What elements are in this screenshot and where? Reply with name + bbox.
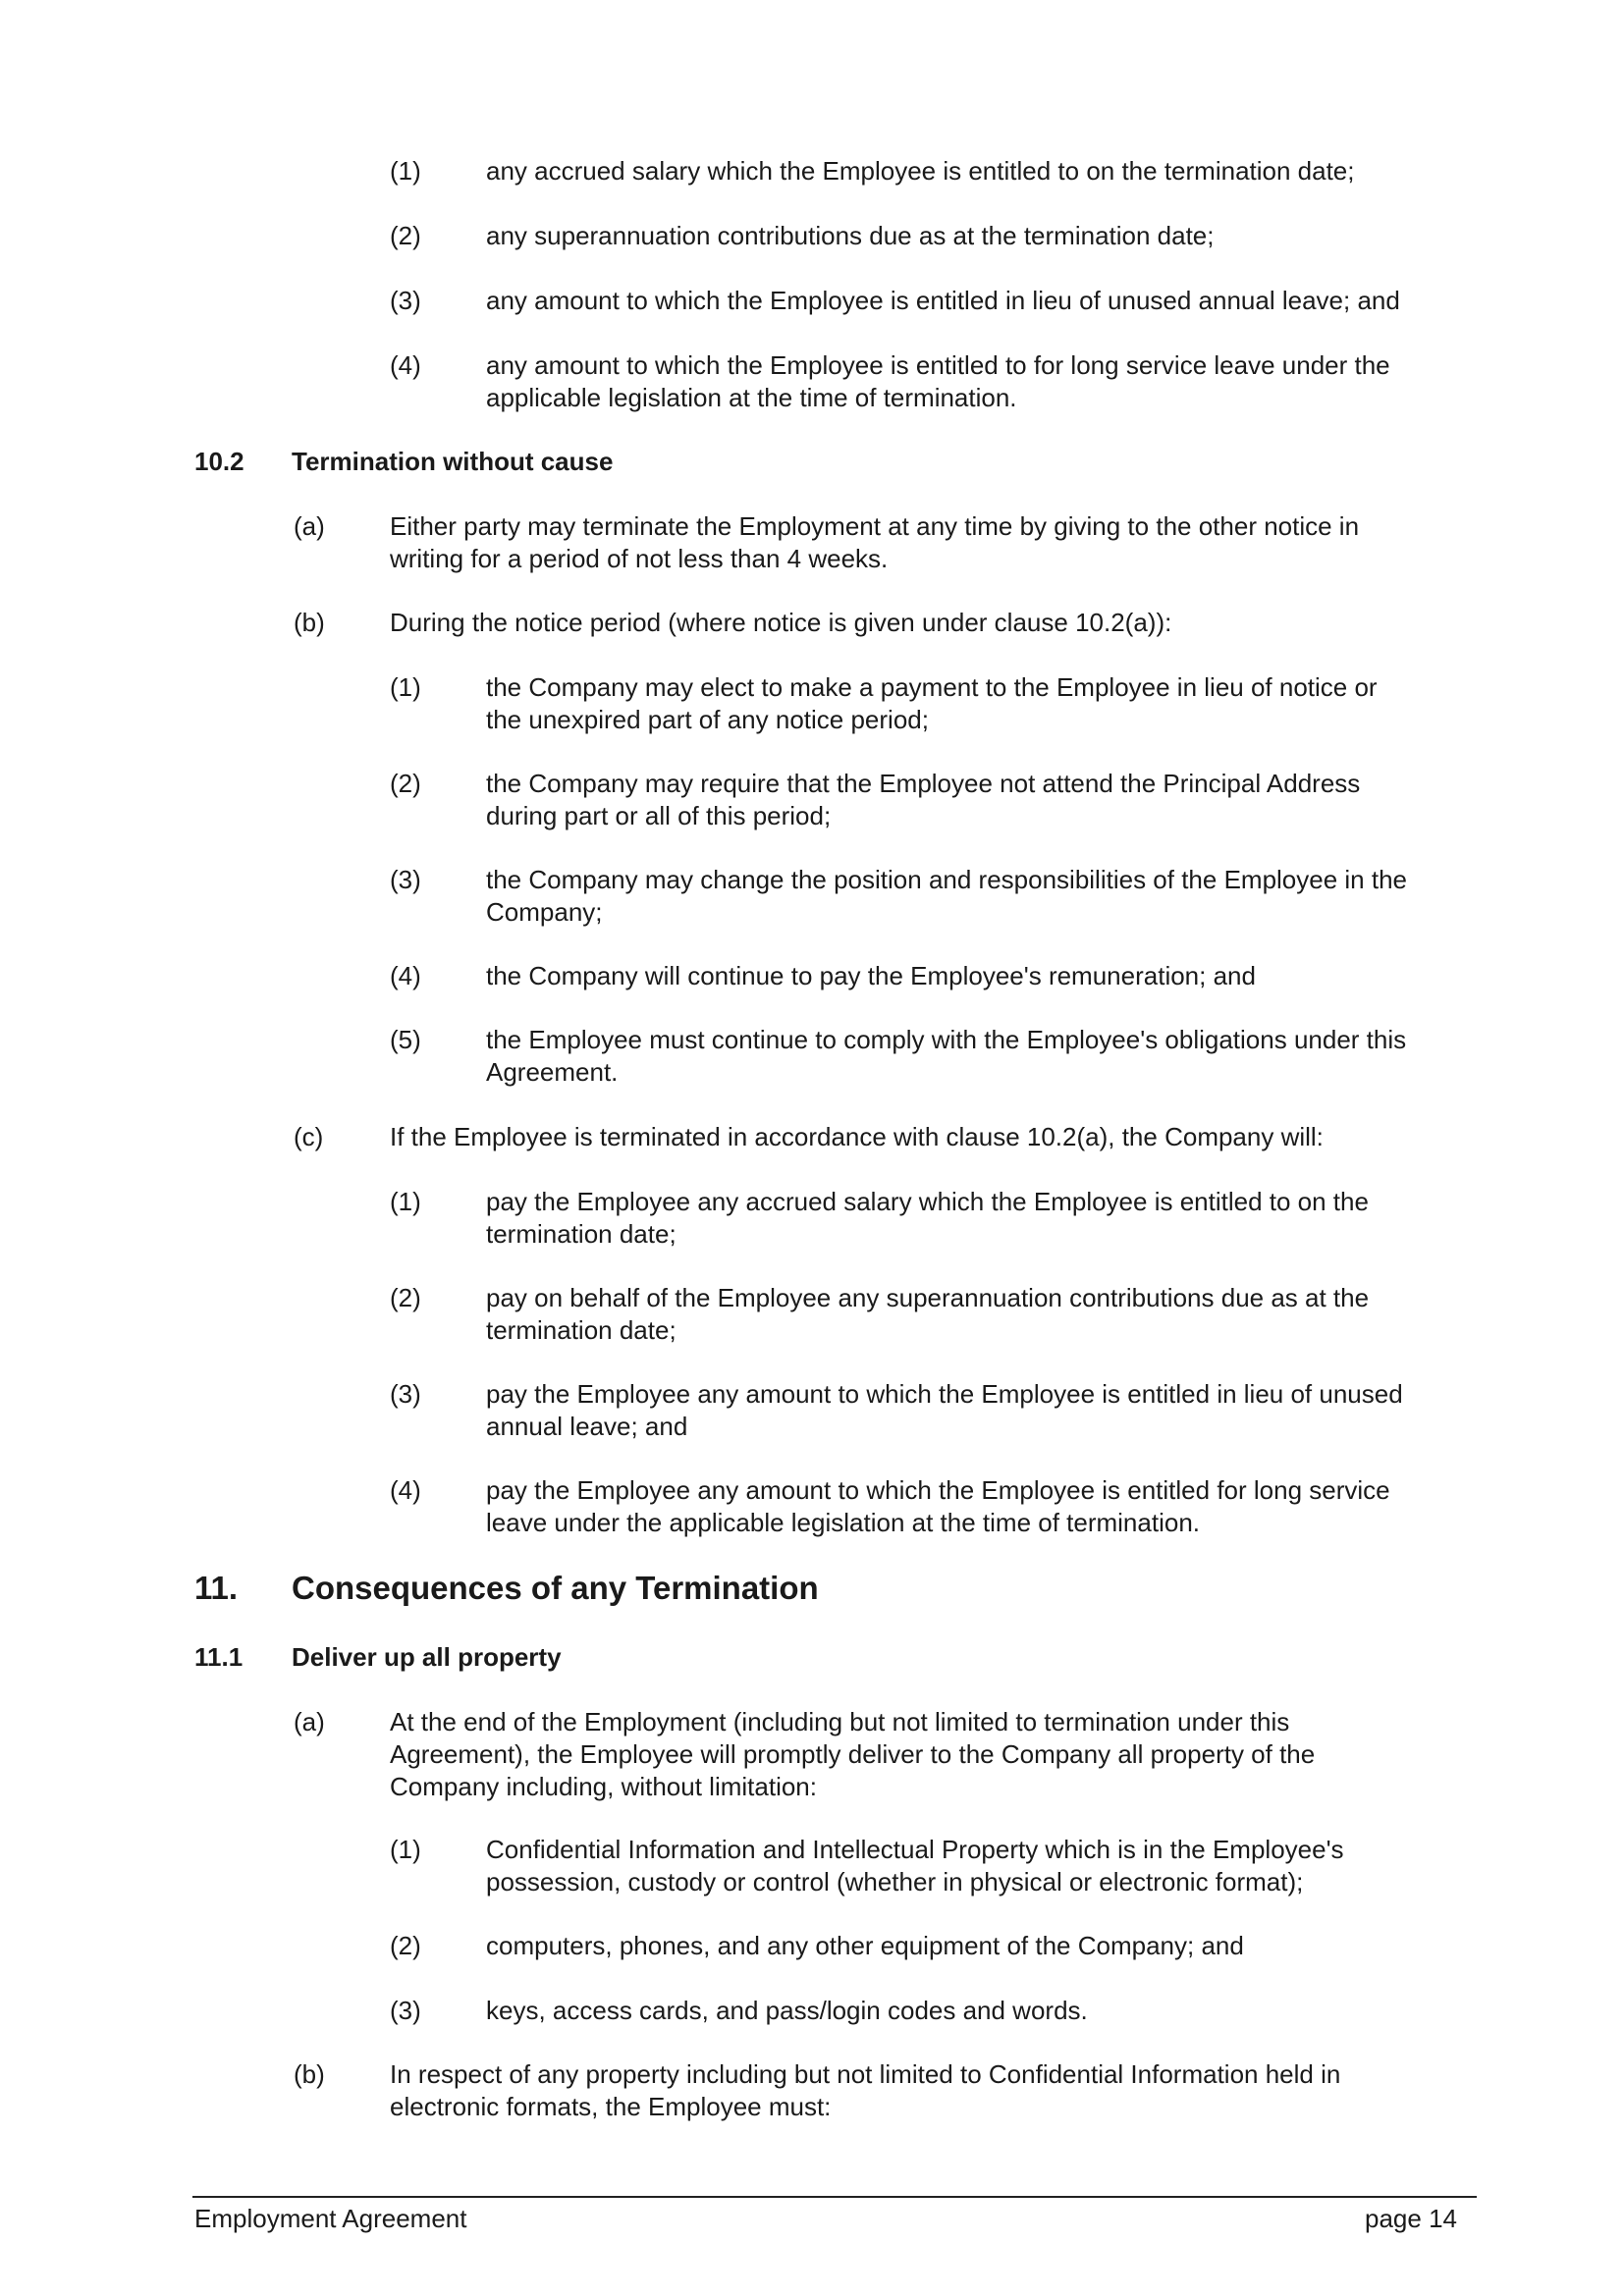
item-number: (3) bbox=[390, 1379, 421, 1409]
footer-page-number: page 14 bbox=[1365, 2204, 1457, 2233]
paragraph-letter: (a) bbox=[294, 511, 325, 541]
item-text: any amount to which the Employee is entitled in lieu of unused annual leave; and bbox=[486, 286, 1400, 315]
item-number: (4) bbox=[390, 961, 421, 990]
item-text: any amount to which the Employee is entitled to for long service leave under the applicable legislation at the time of termination. bbox=[486, 350, 1390, 412]
item-number: (2) bbox=[390, 1283, 421, 1312]
paragraph-text: Either party may terminate the Employment at any time by giving to the other notice in writing for a period of not less than 4 weeks. bbox=[390, 511, 1360, 573]
section-number: 10.2 bbox=[194, 447, 244, 476]
item-number: (2) bbox=[390, 769, 421, 798]
paragraph-text: In respect of any property including but not limited to Confidential Information held in electronic formats, the Employee must: bbox=[390, 2059, 1341, 2121]
paragraph-letter: (b) bbox=[294, 2059, 325, 2089]
item-text: Confidential Information and Intellectual Property which is in the Employee's possession, custody or control (whether in physical or electronic format); bbox=[486, 1835, 1344, 1896]
item-number: (1) bbox=[390, 672, 421, 702]
item-text: the Employee must continue to comply with the Employee's obligations under this Agreement. bbox=[486, 1025, 1407, 1087]
item-number: (2) bbox=[390, 1931, 421, 1960]
section-heading: Deliver up all property bbox=[292, 1642, 562, 1672]
item-number: (5) bbox=[390, 1025, 421, 1054]
paragraph-letter: (a) bbox=[294, 1707, 325, 1736]
paragraph-text: If the Employee is terminated in accordance with clause 10.2(a), the Company will: bbox=[390, 1122, 1324, 1151]
footer-rule bbox=[192, 2196, 1477, 2198]
item-text: pay on behalf of the Employee any superannuation contributions due as at the termination date; bbox=[486, 1283, 1370, 1345]
item-number: (1) bbox=[390, 156, 421, 186]
item-number: (1) bbox=[390, 1187, 421, 1216]
item-text: the Company may require that the Employee not attend the Principal Address during part or all of this period; bbox=[486, 769, 1361, 830]
item-text: any superannuation contributions due as at the termination date; bbox=[486, 221, 1215, 250]
item-text: pay the Employee any accrued salary which the Employee is entitled to on the termination date; bbox=[486, 1187, 1369, 1249]
item-number: (2) bbox=[390, 221, 421, 250]
item-text: computers, phones, and any other equipment of the Company; and bbox=[486, 1931, 1244, 1960]
item-number: (3) bbox=[390, 286, 421, 315]
item-number: (1) bbox=[390, 1835, 421, 1864]
section-number: 11.1 bbox=[194, 1642, 244, 1672]
item-text: the Company will continue to pay the Employee's remuneration; and bbox=[486, 961, 1256, 990]
item-number: (3) bbox=[390, 865, 421, 894]
section-number: 11. bbox=[194, 1570, 239, 1606]
item-text: pay the Employee any amount to which the Employee is entitled in lieu of unused annual leave; and bbox=[486, 1379, 1403, 1441]
paragraph-text: During the notice period (where notice is given under clause 10.2(a)): bbox=[390, 608, 1172, 637]
item-number: (4) bbox=[390, 350, 421, 380]
paragraph-text: At the end of the Employment (including but not limited to termination under this Agreement), the Employee will promptly deliver to the Company all property of the Company including, without limitation: bbox=[390, 1707, 1316, 1801]
item-number: (4) bbox=[390, 1475, 421, 1505]
paragraph-letter: (b) bbox=[294, 608, 325, 637]
item-text: any accrued salary which the Employee is entitled to on the termination date; bbox=[486, 156, 1355, 186]
item-number: (3) bbox=[390, 1996, 421, 2025]
item-text: pay the Employee any amount to which the Employee is entitled for long service leave under the applicable legislation at the time of termination. bbox=[486, 1475, 1390, 1537]
section-heading: Termination without cause bbox=[292, 447, 614, 476]
item-text: the Company may elect to make a payment to the Employee in lieu of notice or the unexpired part of any notice period; bbox=[486, 672, 1378, 734]
item-text: the Company may change the position and responsibilities of the Employee in the Company; bbox=[486, 865, 1408, 927]
item-text: keys, access cards, and pass/login codes and words. bbox=[486, 1996, 1088, 2025]
footer-document-title: Employment Agreement bbox=[194, 2204, 467, 2233]
paragraph-letter: (c) bbox=[294, 1122, 324, 1151]
section-heading: Consequences of any Termination bbox=[292, 1570, 819, 1606]
